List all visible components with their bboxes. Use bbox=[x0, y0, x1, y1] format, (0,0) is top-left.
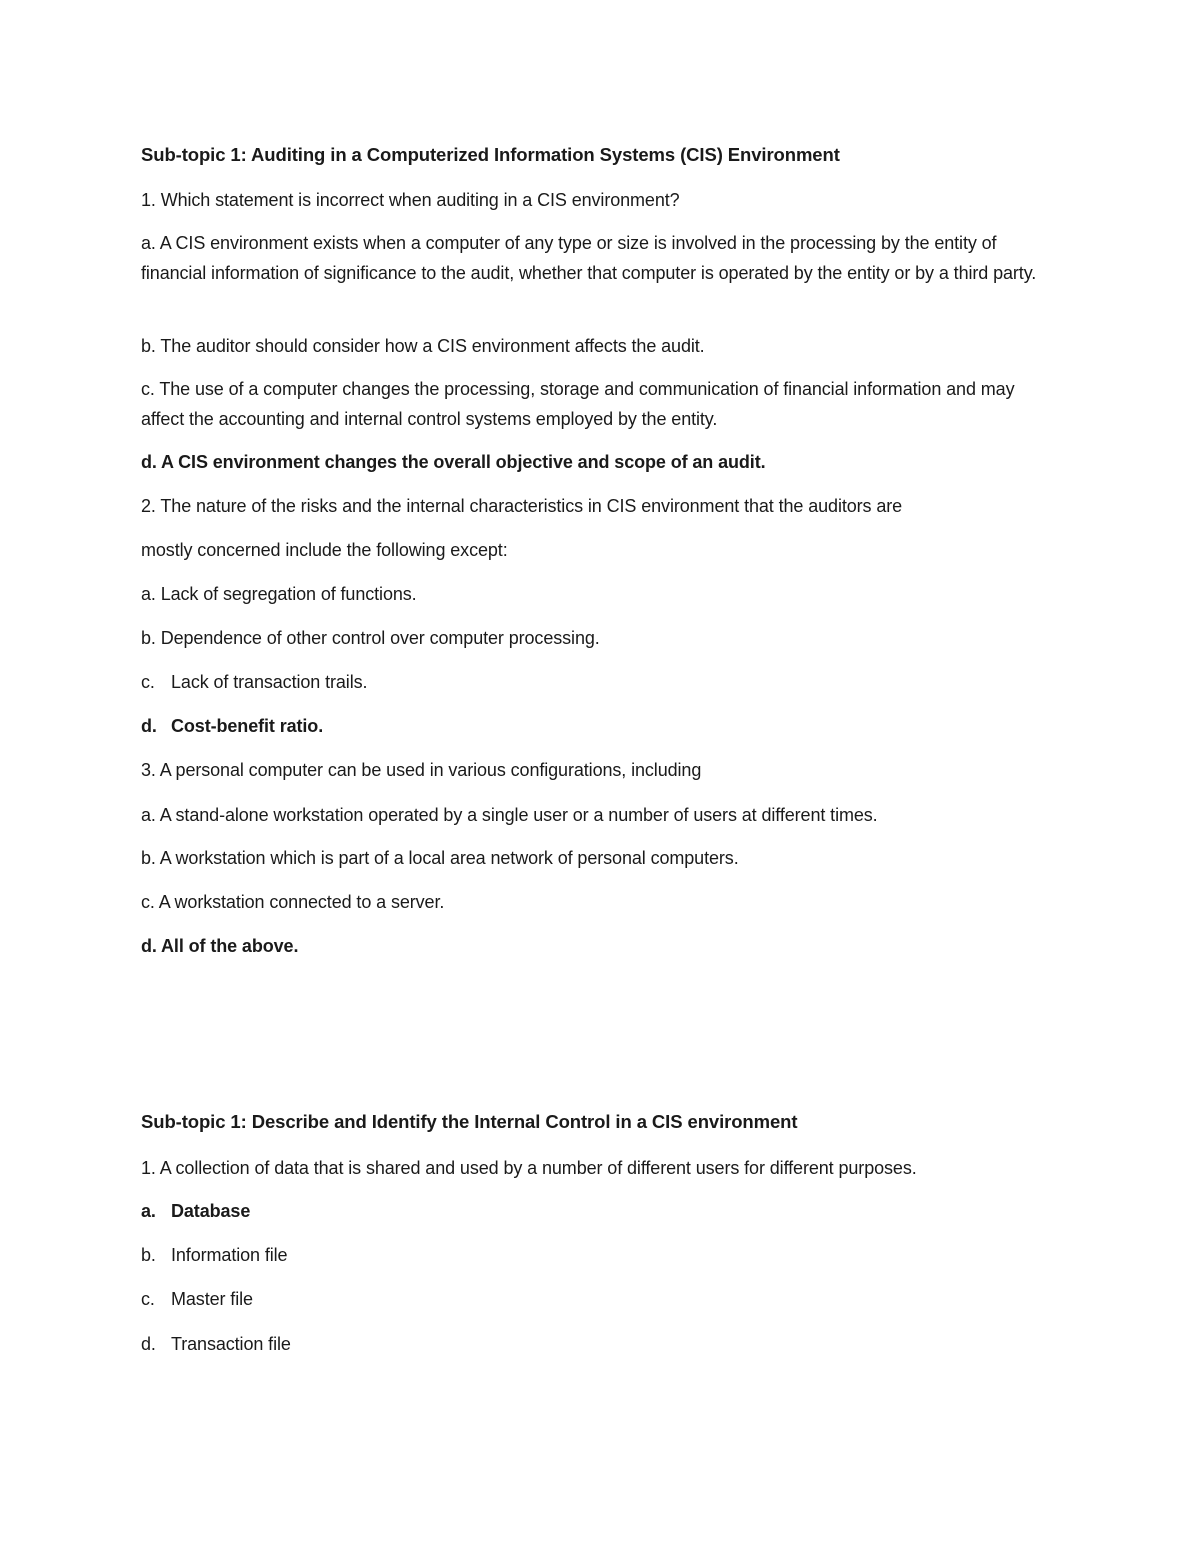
q2-option-d-text: Cost-benefit ratio. bbox=[171, 716, 324, 736]
q2-option-c bbox=[141, 667, 367, 697]
q2-option-a: a. Lack of segregation of functions. bbox=[141, 584, 417, 604]
q3-stem: 3. A personal computer can be used in various configurations, including bbox=[141, 760, 702, 780]
s2-q1-option-b bbox=[141, 1240, 287, 1270]
section1-heading: Sub-topic 1: Auditing in a Computerized Information Systems (CIS) Environment bbox=[141, 144, 840, 165]
q2-stem-line1: 2. The nature of the risks and the internal characteristics in CIS environment that the auditors are bbox=[141, 496, 903, 516]
q1-stem: 1. Which statement is incorrect when auditing in a CIS environment? bbox=[141, 190, 680, 210]
q2-stem-line2: mostly concerned include the following except: bbox=[141, 540, 508, 560]
q1-option-b: b. The auditor should consider how a CIS environment affects the audit. bbox=[141, 336, 705, 356]
q1-option-c: c. The use of a computer changes the processing, storage and communication of financial information and may affect the accounting and internal control systems employed by the entity. bbox=[141, 379, 1015, 429]
s2-q1-option-d-label: d. bbox=[141, 1334, 156, 1354]
s2-q1-option-c-text: Master file bbox=[171, 1289, 253, 1309]
s2-q1-option-a-answer bbox=[141, 1196, 250, 1226]
s2-q1-stem: 1. A collection of data that is shared and used by a number of different users for different purposes. bbox=[141, 1158, 917, 1178]
s2-q1-option-b-label: b. bbox=[141, 1245, 156, 1265]
s2-q1-option-a-label: a. bbox=[141, 1201, 156, 1221]
q2-option-c-text: Lack of transaction trails. bbox=[171, 672, 368, 692]
q2-option-b: b. Dependence of other control over computer processing. bbox=[141, 628, 600, 648]
q3-option-a: a. A stand-alone workstation operated by a single user or a number of users at different times. bbox=[141, 805, 878, 825]
q2-option-c-label: c. bbox=[141, 672, 155, 692]
q3-option-d-answer: d. All of the above. bbox=[141, 936, 299, 956]
s2-q1-option-c-label: c. bbox=[141, 1289, 155, 1309]
q3-option-b: b. A workstation which is part of a local area network of personal computers. bbox=[141, 848, 739, 868]
q2-option-d-answer bbox=[141, 711, 323, 741]
s2-q1-option-d bbox=[141, 1329, 291, 1359]
s2-q1-option-d-text: Transaction file bbox=[171, 1334, 291, 1354]
s2-q1-option-a-text: Database bbox=[171, 1201, 251, 1221]
q3-option-c: c. A workstation connected to a server. bbox=[141, 892, 445, 912]
q1-option-d-answer: d. A CIS environment changes the overall objective and scope of an audit. bbox=[141, 452, 766, 472]
q1-option-a: a. A CIS environment exists when a computer of any type or size is involved in the processing by the entity of financial information of significance to the audit, whether that computer is operated by the entity or by a third party. bbox=[141, 233, 1037, 283]
s2-q1-option-c bbox=[141, 1284, 253, 1314]
s2-q1-option-b-text: Information file bbox=[171, 1245, 288, 1265]
section2-heading: Sub-topic 1: Describe and Identify the Internal Control in a CIS environment bbox=[141, 1111, 798, 1132]
q2-option-d-label: d. bbox=[141, 716, 157, 736]
